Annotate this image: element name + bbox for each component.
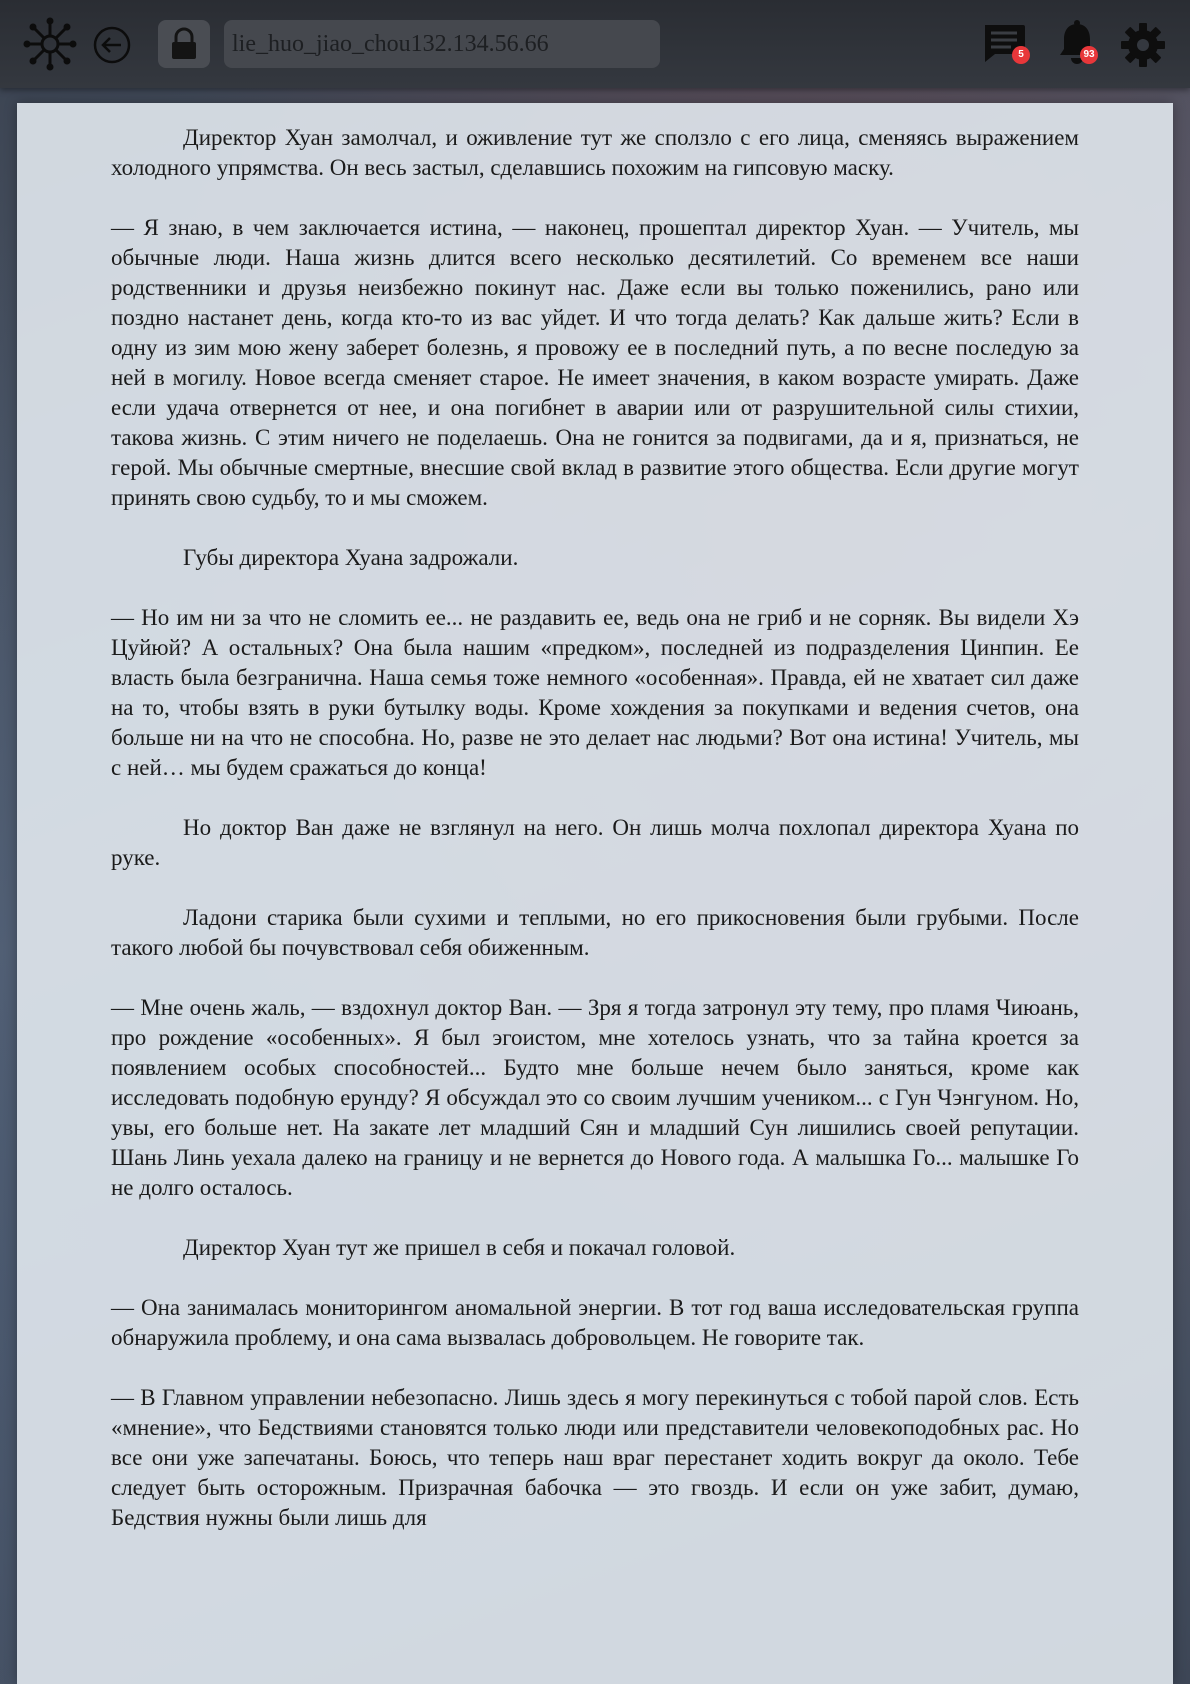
notifications-count-badge: 93 — [1080, 46, 1098, 64]
paragraph: Ладони старика были сухими и теплыми, но его прикосновения были грубыми. После такого любой бы почувствовал себя обиженным. — [111, 905, 1079, 960]
paragraph: — Она занималась мониторингом аномальной энергии. В тот год ваша исследовательская группа обнаружила проблему, и она сама вызвалась добровольцем. Не говорите так. — [111, 1295, 1079, 1350]
paragraph: Директор Хуан тут же пришел в себя и покачал головой. — [183, 1235, 736, 1260]
back-button[interactable] — [92, 25, 132, 65]
paragraph: — Но им ни за что не сломить ее... не раздавить ее, ведь она не гриб и не сорняк. Вы видели Хэ Цуйюй? А остальных? Она была нашим «предком», последней из подразделения Цинпин. Ее власть была безгранична. Наша семья тоже немного «особенная». Правда, ей не хватает сил даже на то, чтобы взять в руки бутылку воды. Кроме хождения за покупками и ведения счетов, она больше ни на что не способна. Но, разве не это делает нас людьми? Вот она истина! Учитель, мы с ней… мы будем сражаться до конца! — [111, 605, 1079, 780]
messages-count-badge: 5 — [1012, 46, 1030, 64]
back-arrow-icon — [92, 25, 132, 65]
lock-button[interactable] — [158, 20, 210, 68]
paragraph: Директор Хуан замолчал, и оживление тут же сползло с его лица, сменяясь выражением холодного упрямства. Он весь застыл, сделавшись похожим на гипсовую маску. — [111, 125, 1079, 180]
paragraph: — Я знаю, в чем заключается истина, — наконец, прошептал директор Хуан. — Учитель, мы обычные люди. Наша жизнь длится всего несколько десятилетий. Со временем все наши родственники и друзья неизбежно покинут нас. Даже если вы только поженились, рано или поздно настанет день, когда кто-то из вас уйдет. И что тогда делать? Как дальше жить? Если в одну из зим мою жену заберет болезнь, я провожу ее в последний путь, а по весне последую за ней в могилу. Новое всегда сменяет старое. Не имеет значения, в каком возрасте умирать. Даже если удача отвернется от нее, и она погибнет в аварии или от разрушительной силы стихии, такова жизнь. С этим ничего не поделаешь. Она не гонится за подвигами, да и я, признаться, не герой. Мы обычные смертные, внесшие свой вклад в развитие этого общества. Если другие могут принять свою судьбу, то и мы сможем. — [111, 215, 1079, 510]
top-toolbar — [0, 0, 1190, 88]
reading-page — [17, 103, 1173, 1684]
paragraph: Но доктор Ван даже не взглянул на него. Он лишь молча похлопал директора Хуана по руке. — [111, 815, 1079, 870]
paragraph: — В Главном управлении небезопасно. Лишь здесь я могу перекинуться с тобой парой слов. Есть «мнение», что Бедствиями становятся только люди или представители человекоподобных рас. Но все они уже запечатаны. Боюсь, что теперь наш враг перестанет ходить вокруг да около. Тебе следует быть осторожным. Призрачная бабочка — это гвоздь. И если он уже забит, думаю, Бедствия нужны были лишь для — [111, 1385, 1079, 1530]
paragraph: — Мне очень жаль, — вздохнул доктор Ван. — Зря я тогда затронул эту тему, про пламя Чиюань, про рождение «особенных». Я был эгоистом, мне хотелось узнать, что за тайна кроется за появлением особых способностей... Будто мне больше нечем было заняться, кроме как исследовать подобную ерунду? Я обсуждал это со своим лучшим учеником... с Гун Чэнгуном. Но, увы, его больше нет. На закате лет младший Сян и младший Сун лишились своей репутации. Шань Линь уехала далеко на границу и не вернется до Нового года. А малышка Го... малышке Го не долго осталось. — [111, 995, 1079, 1200]
gear-icon — [1120, 22, 1166, 68]
settings-button[interactable] — [1118, 20, 1168, 70]
paragraph: Губы директора Хуана задрожали. — [183, 545, 519, 570]
network-hub-icon[interactable] — [22, 16, 78, 72]
lock-icon — [168, 27, 200, 61]
address-field[interactable]: lie_huo_jiao_chou132.134.56.66 — [224, 20, 660, 68]
